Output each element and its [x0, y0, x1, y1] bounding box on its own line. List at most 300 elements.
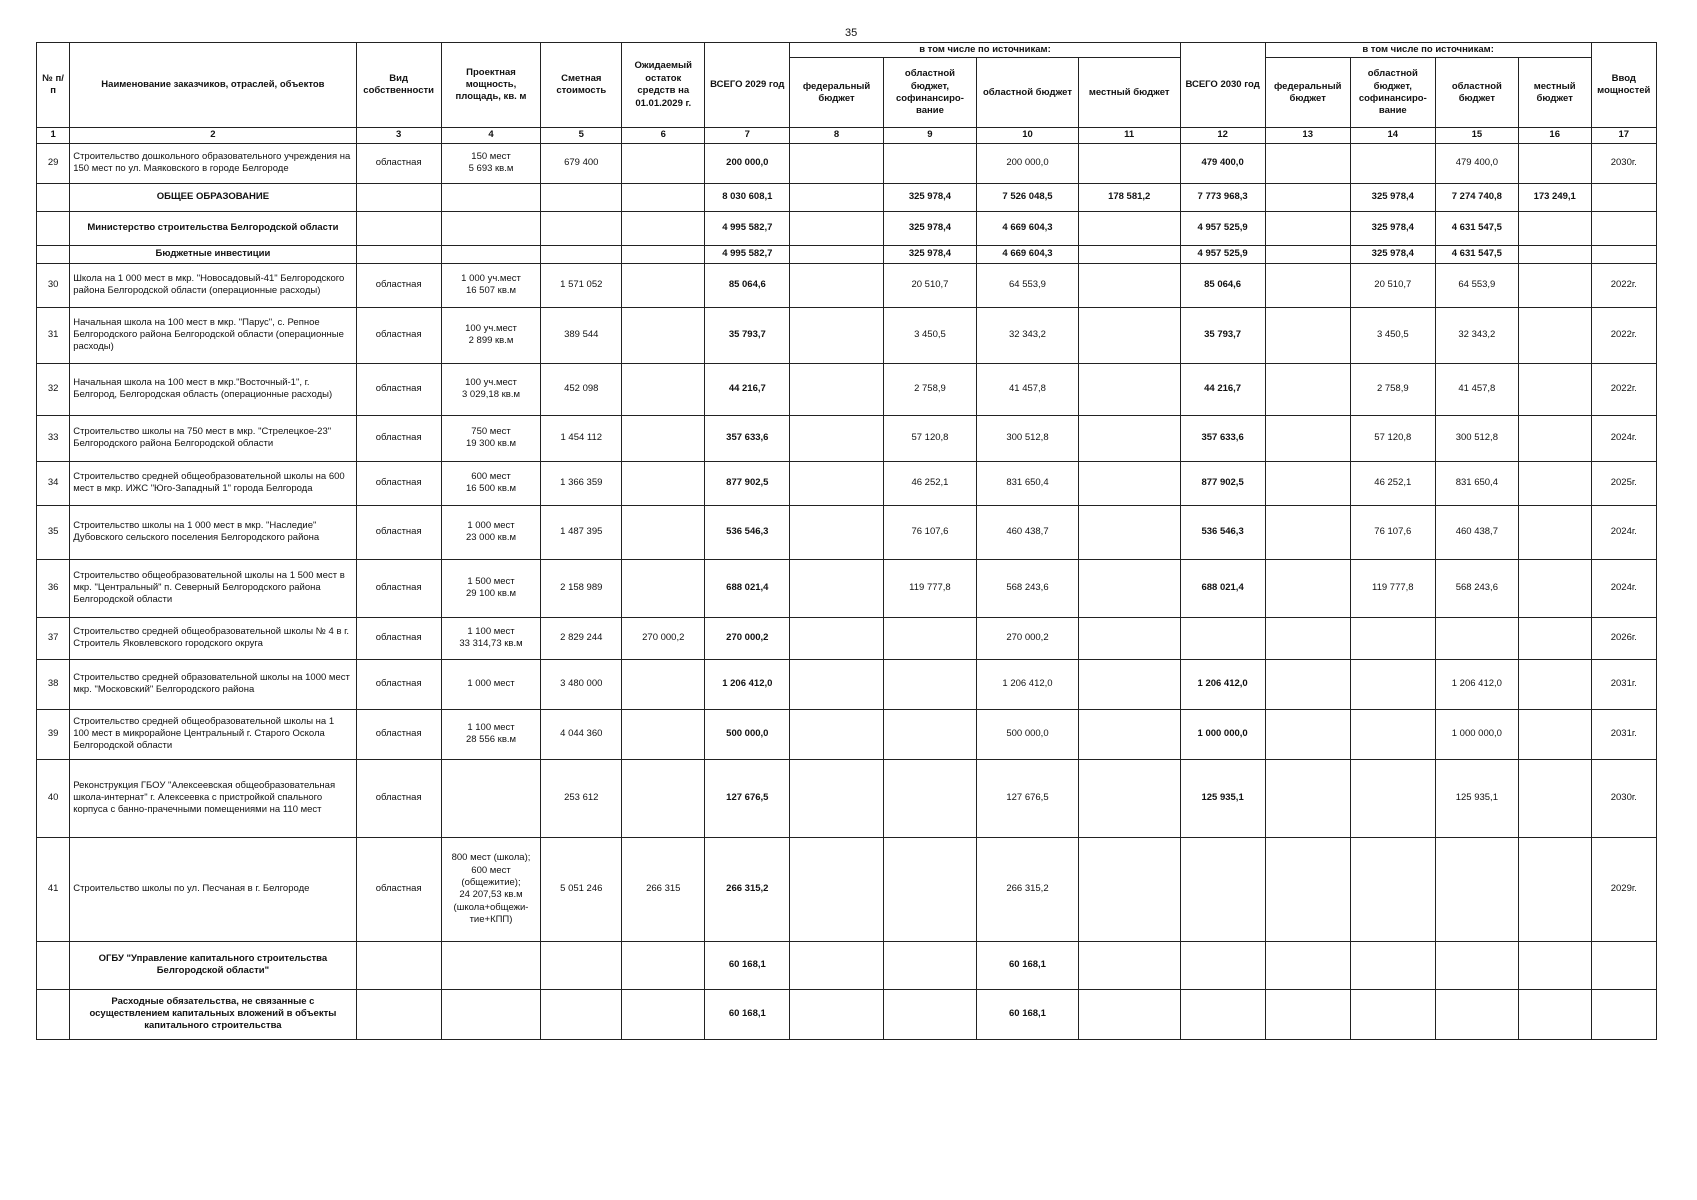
cofinancing-2029: 46 252,1 [883, 461, 976, 505]
design-capacity [441, 245, 541, 263]
federal-2029 [790, 659, 883, 709]
ownership-type: областная [356, 307, 441, 363]
local-2029 [1078, 263, 1180, 307]
regional-2030: 1 206 412,0 [1435, 659, 1518, 709]
federal-2029 [790, 617, 883, 659]
regional-2030: 41 457,8 [1435, 363, 1518, 415]
federal-2030 [1265, 941, 1350, 989]
regional-2029: 568 243,6 [977, 559, 1079, 617]
total-2030: 536 546,3 [1180, 505, 1265, 559]
local-2029 [1078, 505, 1180, 559]
regional-2029: 60 168,1 [977, 989, 1079, 1039]
regional-2029: 200 000,0 [977, 143, 1079, 183]
federal-2029 [790, 989, 883, 1039]
total-2030 [1180, 989, 1265, 1039]
local-2030 [1518, 505, 1591, 559]
group-header-2030: в том числе по источникам: [1265, 43, 1591, 58]
total-2029: 536 546,3 [705, 505, 790, 559]
commissioning-year: 2031г. [1591, 659, 1656, 709]
cofinancing-2030: 325 978,4 [1350, 211, 1435, 245]
column-number: 4 [441, 128, 541, 143]
commissioning-year: 2026г. [1591, 617, 1656, 659]
regional-2029: 266 315,2 [977, 837, 1079, 941]
object-name: Строительство средней общеобразовательной школы на 600 мест в мкр. ИЖС "Юго-Западный 1" города Белгорода [70, 461, 356, 505]
local-2029 [1078, 759, 1180, 837]
col-header-12: ВСЕГО 2030 год [1180, 43, 1265, 128]
total-2029: 85 064,6 [705, 263, 790, 307]
table-row [37, 505, 1657, 559]
expected-balance [622, 989, 705, 1039]
regional-2029: 500 000,0 [977, 709, 1079, 759]
total-2030: 4 957 525,9 [1180, 245, 1265, 263]
estimated-cost: 679 400 [541, 143, 622, 183]
col-header-14: областной бюджет, софинансиро-вание [1350, 58, 1435, 128]
total-2030 [1180, 837, 1265, 941]
ownership-type: областная [356, 659, 441, 709]
total-2030: 877 902,5 [1180, 461, 1265, 505]
object-name: Строительство средней общеобразовательной школы на 1 100 мест в микрорайоне Центральный г. Старого Оскола Белгородской области [70, 709, 356, 759]
column-number: 12 [1180, 128, 1265, 143]
commissioning-year: 2024г. [1591, 505, 1656, 559]
col-header-2: Наименование заказчиков, отраслей, объектов [70, 43, 356, 128]
total-2029: 266 315,2 [705, 837, 790, 941]
commissioning-year: 2024г. [1591, 559, 1656, 617]
row-number: 30 [37, 263, 70, 307]
federal-2029 [790, 183, 883, 211]
regional-2030: 125 935,1 [1435, 759, 1518, 837]
table-row [37, 759, 1657, 837]
expected-balance [622, 211, 705, 245]
regional-2029: 4 669 604,3 [977, 211, 1079, 245]
cofinancing-2030 [1350, 617, 1435, 659]
commissioning-year [1591, 989, 1656, 1039]
federal-2030 [1265, 307, 1350, 363]
local-2029 [1078, 461, 1180, 505]
cofinancing-2029 [883, 143, 976, 183]
table-row [37, 363, 1657, 415]
federal-2029 [790, 245, 883, 263]
row-number [37, 211, 70, 245]
cofinancing-2029: 325 978,4 [883, 183, 976, 211]
local-2030 [1518, 559, 1591, 617]
commissioning-year [1591, 211, 1656, 245]
design-capacity: 100 уч.мест 3 029,18 кв.м [441, 363, 541, 415]
federal-2030 [1265, 617, 1350, 659]
table-row [37, 245, 1657, 263]
regional-2030: 568 243,6 [1435, 559, 1518, 617]
federal-2030 [1265, 415, 1350, 461]
object-name: Строительство школы на 750 мест в мкр. "Стрелецкое-23" Белгородского района Белгородской области [70, 415, 356, 461]
regional-2029: 127 676,5 [977, 759, 1079, 837]
design-capacity: 800 мест (школа); 600 мест (общежитие); 24 207,53 кв.м (школа+общежи-тие+КПП) [441, 837, 541, 941]
ownership-type: областная [356, 143, 441, 183]
local-2029 [1078, 559, 1180, 617]
total-2030: 125 935,1 [1180, 759, 1265, 837]
local-2030: 173 249,1 [1518, 183, 1591, 211]
total-2029: 500 000,0 [705, 709, 790, 759]
estimated-cost: 452 098 [541, 363, 622, 415]
total-2029: 44 216,7 [705, 363, 790, 415]
commissioning-year: 2022г. [1591, 307, 1656, 363]
federal-2030 [1265, 989, 1350, 1039]
cofinancing-2029 [883, 659, 976, 709]
column-number: 7 [705, 128, 790, 143]
cofinancing-2029 [883, 617, 976, 659]
regional-2029: 41 457,8 [977, 363, 1079, 415]
object-name: Строительство школы по ул. Песчаная в г. Белгороде [70, 837, 356, 941]
ownership-type: областная [356, 363, 441, 415]
expected-balance [622, 941, 705, 989]
column-number: 5 [541, 128, 622, 143]
expected-balance [622, 363, 705, 415]
local-2030 [1518, 263, 1591, 307]
col-header-9: областной бюджет, софинансиро-вание [883, 58, 976, 128]
commissioning-year: 2030г. [1591, 759, 1656, 837]
total-2029: 1 206 412,0 [705, 659, 790, 709]
column-number: 10 [977, 128, 1079, 143]
row-number: 38 [37, 659, 70, 709]
table-row [37, 837, 1657, 941]
column-number: 9 [883, 128, 976, 143]
total-2029: 4 995 582,7 [705, 245, 790, 263]
local-2030 [1518, 363, 1591, 415]
regional-2030 [1435, 617, 1518, 659]
col-header-17: Ввод мощностей [1591, 43, 1656, 128]
design-capacity [441, 183, 541, 211]
table-row [37, 989, 1657, 1039]
federal-2029 [790, 941, 883, 989]
total-2029: 60 168,1 [705, 941, 790, 989]
column-number: 2 [70, 128, 356, 143]
estimated-cost: 3 480 000 [541, 659, 622, 709]
expected-balance [622, 461, 705, 505]
total-2030: 479 400,0 [1180, 143, 1265, 183]
local-2030 [1518, 659, 1591, 709]
cofinancing-2030 [1350, 759, 1435, 837]
regional-2030: 64 553,9 [1435, 263, 1518, 307]
federal-2029 [790, 143, 883, 183]
row-number: 29 [37, 143, 70, 183]
cofinancing-2030: 119 777,8 [1350, 559, 1435, 617]
design-capacity: 1 100 мест 33 314,73 кв.м [441, 617, 541, 659]
total-2030: 4 957 525,9 [1180, 211, 1265, 245]
regional-2029: 460 438,7 [977, 505, 1079, 559]
design-capacity: 150 мест 5 693 кв.м [441, 143, 541, 183]
total-2029: 8 030 608,1 [705, 183, 790, 211]
local-2030 [1518, 759, 1591, 837]
col-header-16: местный бюджет [1518, 58, 1591, 128]
table-row [37, 183, 1657, 211]
ownership-type [356, 245, 441, 263]
cofinancing-2029: 57 120,8 [883, 415, 976, 461]
commissioning-year: 2022г. [1591, 263, 1656, 307]
column-number: 17 [1591, 128, 1656, 143]
local-2030 [1518, 617, 1591, 659]
regional-2030: 32 343,2 [1435, 307, 1518, 363]
estimated-cost [541, 245, 622, 263]
row-number: 32 [37, 363, 70, 415]
total-2029: 200 000,0 [705, 143, 790, 183]
local-2029 [1078, 415, 1180, 461]
total-2030: 1 206 412,0 [1180, 659, 1265, 709]
cofinancing-2029 [883, 941, 976, 989]
ownership-type [356, 941, 441, 989]
local-2029: 178 581,2 [1078, 183, 1180, 211]
object-name: Начальная школа на 100 мест в мкр."Восточный-1", г. Белгород, Белгородская область (операционные расходы) [70, 363, 356, 415]
cofinancing-2029: 20 510,7 [883, 263, 976, 307]
regional-2029: 300 512,8 [977, 415, 1079, 461]
federal-2030 [1265, 211, 1350, 245]
regional-2029: 60 168,1 [977, 941, 1079, 989]
col-header-1: № п/п [37, 43, 70, 128]
row-number: 33 [37, 415, 70, 461]
expected-balance [622, 709, 705, 759]
total-2030 [1180, 617, 1265, 659]
column-number: 6 [622, 128, 705, 143]
federal-2030 [1265, 263, 1350, 307]
cofinancing-2029 [883, 709, 976, 759]
regional-2030 [1435, 989, 1518, 1039]
object-name: Строительство общеобразовательной школы на 1 500 мест в мкр. "Центральный" п. Северный Белгородского района Белгородской области [70, 559, 356, 617]
cofinancing-2030: 325 978,4 [1350, 183, 1435, 211]
local-2029 [1078, 363, 1180, 415]
expected-balance: 266 315 [622, 837, 705, 941]
ownership-type: областная [356, 263, 441, 307]
table-row [37, 709, 1657, 759]
row-number: 41 [37, 837, 70, 941]
estimated-cost: 1 571 052 [541, 263, 622, 307]
object-name: Начальная школа на 100 мест в мкр. "Парус", с. Репное Белгородского района Белгородской области (операционные расходы) [70, 307, 356, 363]
expected-balance [622, 183, 705, 211]
cofinancing-2029: 76 107,6 [883, 505, 976, 559]
regional-2029: 7 526 048,5 [977, 183, 1079, 211]
cofinancing-2029: 2 758,9 [883, 363, 976, 415]
federal-2029 [790, 263, 883, 307]
cofinancing-2029: 325 978,4 [883, 245, 976, 263]
ownership-type: областная [356, 559, 441, 617]
design-capacity [441, 941, 541, 989]
federal-2029 [790, 211, 883, 245]
cofinancing-2030 [1350, 989, 1435, 1039]
local-2030 [1518, 989, 1591, 1039]
object-name: Школа на 1 000 мест в мкр. "Новосадовый-41" Белгородского района Белгородской области (операционные расходы) [70, 263, 356, 307]
federal-2030 [1265, 461, 1350, 505]
design-capacity: 1 100 мест 28 556 кв.м [441, 709, 541, 759]
local-2029 [1078, 211, 1180, 245]
local-2030 [1518, 941, 1591, 989]
design-capacity: 1 500 мест 29 100 кв.м [441, 559, 541, 617]
row-number: 40 [37, 759, 70, 837]
federal-2029 [790, 709, 883, 759]
design-capacity [441, 211, 541, 245]
local-2030 [1518, 461, 1591, 505]
expected-balance [622, 143, 705, 183]
local-2029 [1078, 709, 1180, 759]
object-name: Строительство средней общеобразовательной школы № 4 в г. Строитель Яковлевского городского округа [70, 617, 356, 659]
cofinancing-2030 [1350, 709, 1435, 759]
table-body [37, 143, 1657, 1039]
design-capacity: 1 000 мест [441, 659, 541, 709]
commissioning-year: 2030г. [1591, 143, 1656, 183]
federal-2030 [1265, 559, 1350, 617]
total-2029: 127 676,5 [705, 759, 790, 837]
expected-balance [622, 263, 705, 307]
page-number: 35 [845, 27, 858, 39]
regional-2029: 64 553,9 [977, 263, 1079, 307]
federal-2029 [790, 461, 883, 505]
local-2030 [1518, 143, 1591, 183]
ownership-type: областная [356, 617, 441, 659]
column-number: 11 [1078, 128, 1180, 143]
design-capacity [441, 759, 541, 837]
design-capacity: 1 000 уч.мест 16 507 кв.м [441, 263, 541, 307]
federal-2029 [790, 307, 883, 363]
row-number [37, 245, 70, 263]
object-name: ОГБУ "Управление капитального строительства Белгородской области" [70, 941, 356, 989]
expected-balance: 270 000,2 [622, 617, 705, 659]
total-2030 [1180, 941, 1265, 989]
federal-2030 [1265, 837, 1350, 941]
table-row [37, 559, 1657, 617]
total-2030: 44 216,7 [1180, 363, 1265, 415]
col-header-11: местный бюджет [1078, 58, 1180, 128]
regional-2030: 479 400,0 [1435, 143, 1518, 183]
ownership-type: областная [356, 461, 441, 505]
object-name: Строительство школы на 1 000 мест в мкр. "Наследие" Дубовского сельского поселения Белгородского района [70, 505, 356, 559]
regional-2029: 270 000,2 [977, 617, 1079, 659]
regional-2029: 1 206 412,0 [977, 659, 1079, 709]
row-number: 37 [37, 617, 70, 659]
row-number: 36 [37, 559, 70, 617]
total-2030: 7 773 968,3 [1180, 183, 1265, 211]
cofinancing-2030: 20 510,7 [1350, 263, 1435, 307]
ownership-type: областная [356, 837, 441, 941]
local-2029 [1078, 307, 1180, 363]
col-header-4: Проектная мощность, площадь, кв. м [441, 43, 541, 128]
federal-2030 [1265, 659, 1350, 709]
total-2029: 4 995 582,7 [705, 211, 790, 245]
row-number: 39 [37, 709, 70, 759]
design-capacity: 100 уч.мест 2 899 кв.м [441, 307, 541, 363]
estimated-cost: 5 051 246 [541, 837, 622, 941]
estimated-cost: 2 829 244 [541, 617, 622, 659]
regional-2030: 831 650,4 [1435, 461, 1518, 505]
row-number: 35 [37, 505, 70, 559]
local-2030 [1518, 709, 1591, 759]
local-2029 [1078, 143, 1180, 183]
commissioning-year: 2024г. [1591, 415, 1656, 461]
col-header-5: Сметная стоимость [541, 43, 622, 128]
federal-2030 [1265, 245, 1350, 263]
column-number: 13 [1265, 128, 1350, 143]
col-header-3: Вид собственности [356, 43, 441, 128]
cofinancing-2029 [883, 989, 976, 1039]
federal-2029 [790, 559, 883, 617]
ownership-type [356, 211, 441, 245]
total-2029: 35 793,7 [705, 307, 790, 363]
design-capacity: 1 000 мест 23 000 кв.м [441, 505, 541, 559]
federal-2030 [1265, 759, 1350, 837]
local-2030 [1518, 415, 1591, 461]
cofinancing-2030 [1350, 941, 1435, 989]
total-2030: 357 633,6 [1180, 415, 1265, 461]
total-2029: 60 168,1 [705, 989, 790, 1039]
column-number: 14 [1350, 128, 1435, 143]
total-2029: 357 633,6 [705, 415, 790, 461]
local-2030 [1518, 837, 1591, 941]
table-row [37, 941, 1657, 989]
cofinancing-2030 [1350, 659, 1435, 709]
cofinancing-2030: 3 450,5 [1350, 307, 1435, 363]
estimated-cost [541, 211, 622, 245]
local-2030 [1518, 245, 1591, 263]
federal-2030 [1265, 143, 1350, 183]
federal-2030 [1265, 505, 1350, 559]
table-row [37, 143, 1657, 183]
design-capacity: 600 мест 16 500 кв.м [441, 461, 541, 505]
table-row [37, 307, 1657, 363]
cofinancing-2029: 325 978,4 [883, 211, 976, 245]
local-2029 [1078, 989, 1180, 1039]
table-row [37, 461, 1657, 505]
estimated-cost: 2 158 989 [541, 559, 622, 617]
col-header-13: федеральный бюджет [1265, 58, 1350, 128]
cofinancing-2030: 57 120,8 [1350, 415, 1435, 461]
ownership-type [356, 183, 441, 211]
row-number: 31 [37, 307, 70, 363]
row-number [37, 989, 70, 1039]
total-2029: 270 000,2 [705, 617, 790, 659]
table-row [37, 211, 1657, 245]
total-2029: 877 902,5 [705, 461, 790, 505]
local-2030 [1518, 211, 1591, 245]
cofinancing-2030 [1350, 143, 1435, 183]
regional-2030 [1435, 837, 1518, 941]
commissioning-year [1591, 183, 1656, 211]
column-number: 16 [1518, 128, 1591, 143]
federal-2029 [790, 505, 883, 559]
table-row [37, 617, 1657, 659]
design-capacity: 750 мест 19 300 кв.м [441, 415, 541, 461]
regional-2030: 7 274 740,8 [1435, 183, 1518, 211]
federal-2029 [790, 415, 883, 461]
local-2029 [1078, 941, 1180, 989]
federal-2030 [1265, 709, 1350, 759]
estimated-cost: 389 544 [541, 307, 622, 363]
object-name: Реконструкция ГБОУ "Алексеевская общеобразовательная школа-интернат" г. Алексеевка с пристройкой спального корпуса с банно-прачечными помещениями на 110 мест [70, 759, 356, 837]
local-2029 [1078, 617, 1180, 659]
col-header-8: федеральный бюджет [790, 58, 883, 128]
total-2030: 35 793,7 [1180, 307, 1265, 363]
regional-2030 [1435, 941, 1518, 989]
column-number: 1 [37, 128, 70, 143]
object-name: Бюджетные инвестиции [70, 245, 356, 263]
commissioning-year: 2025г. [1591, 461, 1656, 505]
expected-balance [622, 759, 705, 837]
total-2030: 85 064,6 [1180, 263, 1265, 307]
regional-2030: 300 512,8 [1435, 415, 1518, 461]
row-number [37, 941, 70, 989]
column-number: 8 [790, 128, 883, 143]
cofinancing-2030: 46 252,1 [1350, 461, 1435, 505]
budget-table [36, 42, 1657, 1040]
cofinancing-2030 [1350, 837, 1435, 941]
estimated-cost: 1 366 359 [541, 461, 622, 505]
expected-balance [622, 245, 705, 263]
cofinancing-2030: 325 978,4 [1350, 245, 1435, 263]
federal-2029 [790, 363, 883, 415]
expected-balance [622, 559, 705, 617]
